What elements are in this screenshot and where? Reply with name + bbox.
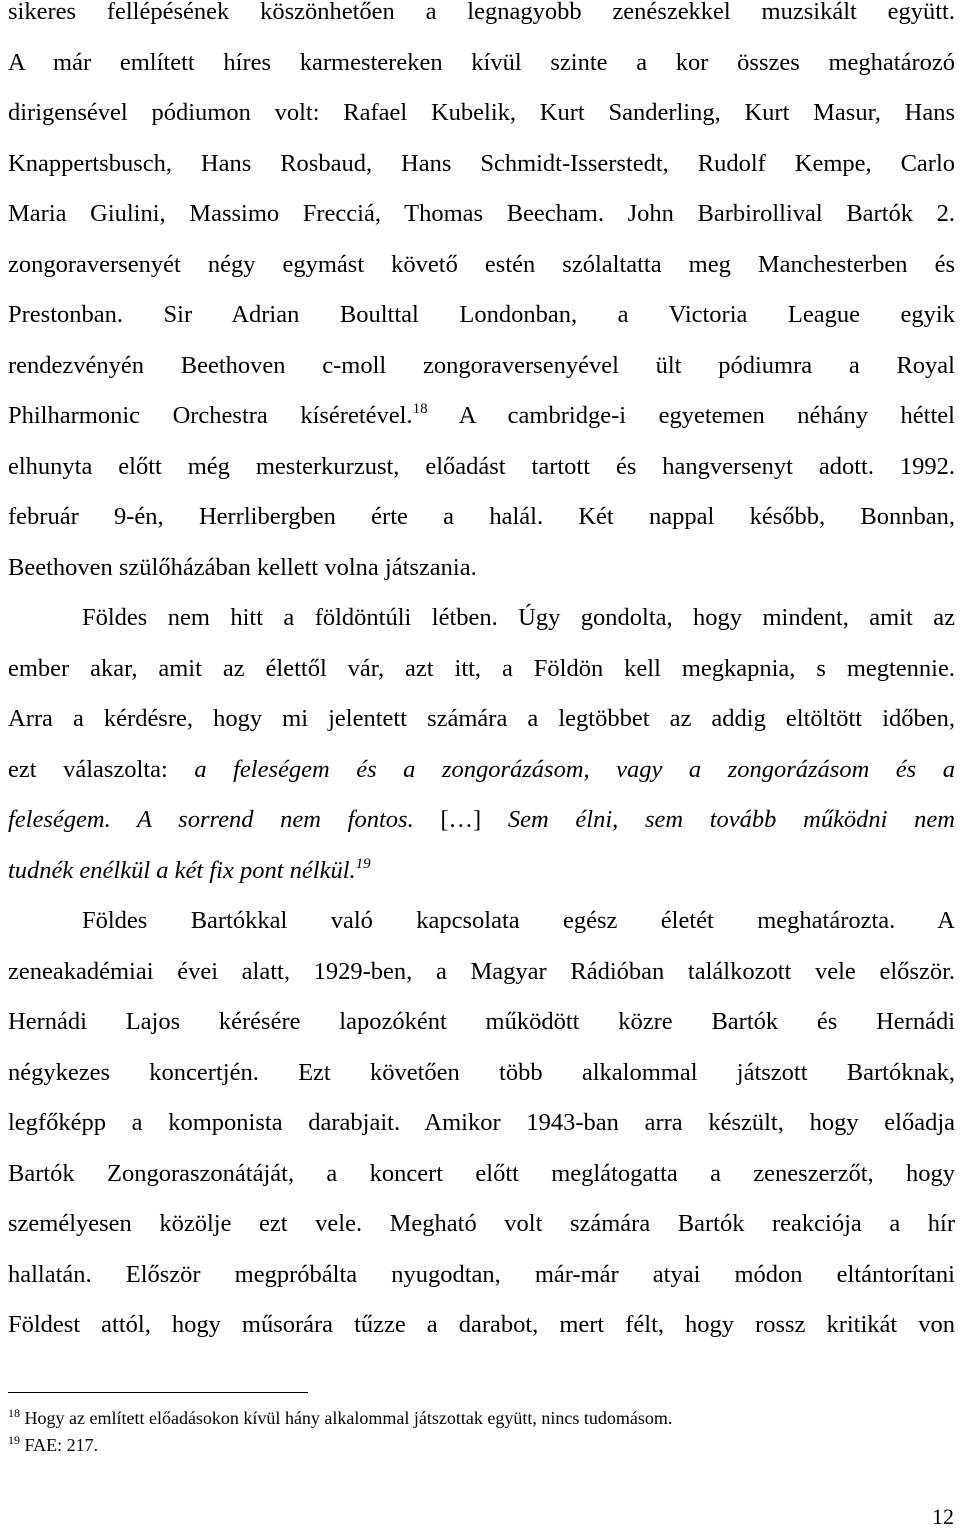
footnote-19 (8, 1434, 98, 1456)
body-line: négykezes koncertjén. Ezt követően több alkalommal játszott Bartóknak, (8, 1059, 955, 1086)
body-line: A már említett híres karmestereken kívül szinte a kor összes meghatározó (8, 49, 955, 76)
body-line: sikeres fellépésének köszönhetően a legnagyobb zenészekkel muzsikált együtt. (8, 0, 955, 25)
footnote-separator (8, 1392, 308, 1393)
quote-text: a feleségem és a zongorázásom, vagy a zongorázásom és a (194, 756, 955, 783)
body-line: zeneakadémiai évei alatt, 1929-ben, a Magyar Rádióban találkozott vele először. (8, 958, 955, 985)
footnote-text: Hogy az említett előadásokon kívül hány alkalommal játszottak együtt, nincs tudomásom. (20, 1408, 673, 1428)
body-line (8, 401, 955, 431)
footnote-number: 18 (8, 1406, 20, 1420)
body-line (8, 805, 955, 835)
body-line: Knappertsbusch, Hans Rosbaud, Hans Schmidt-Isserstedt, Rudolf Kempe, Carlo (8, 150, 955, 177)
body-line: legfőképp a komponista darabjait. Amikor 1943-ban arra készült, hogy előadja (8, 1109, 955, 1136)
body-line (8, 755, 955, 785)
body-line: február 9-én, Herrlibergben érte a halál. Két nappal később, Bonnban, (8, 503, 955, 530)
body-line: zongoraversenyét négy egymást követő estén szólaltatta meg Manchesterben és (8, 251, 955, 278)
body-line: ember akar, amit az élettől vár, azt itt, a Földön kell megkapnia, s megtennie. (8, 655, 955, 682)
paragraph-first-line: Földes Bartókkal való kapcsolata egész életét meghatározta. A (82, 907, 955, 934)
ellipsis: […] (413, 806, 508, 833)
body-line: dirigensével pódiumon volt: Rafael Kubelik, Kurt Sanderling, Kurt Masur, Hans (8, 99, 955, 126)
body-line: személyesen közölje ezt vele. Megható volt számára Bartók reakciója a hír (8, 1210, 955, 1237)
body-text: A cambridge-i egyetemen néhány héttel (427, 402, 955, 429)
body-line: Hernádi Lajos kérésére lapozóként működött közre Bartók és Hernádi (8, 1008, 955, 1035)
body-line (8, 856, 955, 886)
page-number: 12 (932, 1504, 954, 1529)
body-line: Bartók Zongoraszonátáját, a koncert előtt meglátogatta a zeneszerzőt, hogy (8, 1160, 955, 1187)
footnote-text: FAE: 217. (20, 1435, 99, 1455)
body-line: rendezvényén Beethoven c-moll zongoraversenyével ült pódiumra a Royal (8, 352, 955, 379)
paragraph-first-line: Földes nem hitt a földöntúli létben. Úgy gondolta, hogy mindent, amit az (82, 604, 955, 631)
body-line: hallatán. Először megpróbálta nyugodtan, már-már atyai módon eltántorítani (8, 1261, 955, 1288)
body-line: Beethoven szülőházában kellett volna játszania. (8, 554, 477, 581)
footnote-18 (8, 1407, 672, 1429)
quote-text: Sem élni, sem tovább működni nem (507, 806, 955, 833)
body-line: elhunyta előtt még mesterkurzust, előadást tartott és hangversenyt adott. 1992. (8, 453, 955, 480)
body-line: Maria Giulini, Massimo Frecciá, Thomas Beecham. John Barbirollival Bartók 2. (8, 200, 955, 227)
footnote-ref-19[interactable]: 19 (355, 856, 371, 872)
body-line: Földest attól, hogy műsorára tűzze a darabot, mert félt, hogy rossz kritikát von (8, 1311, 955, 1338)
quote-text: feleségem. A sorrend nem fontos. (8, 806, 414, 833)
footnote-number: 19 (8, 1433, 20, 1447)
body-text: ezt válaszolta: (8, 756, 195, 783)
body-line: Prestonban. Sir Adrian Boulttal Londonban, a Victoria League egyik (8, 301, 955, 328)
footnote-ref-18[interactable]: 18 (412, 401, 428, 417)
body-line: Arra a kérdésre, hogy mi jelentett számára a legtöbbet az addig eltöltött időben, (8, 705, 955, 732)
body-text: Philharmonic Orchestra kíséretével. (8, 402, 413, 429)
quote-text: tudnék enélkül a két fix pont nélkül. (8, 857, 356, 884)
